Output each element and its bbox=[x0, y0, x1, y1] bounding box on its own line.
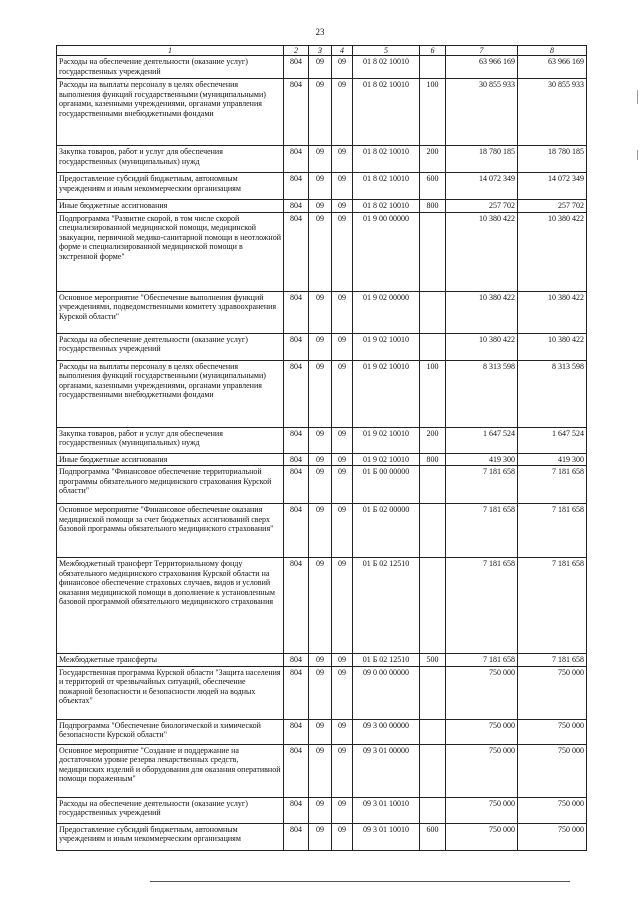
cell-subsection: 09 bbox=[332, 212, 353, 291]
cell-amount-7: 8 313 598 bbox=[446, 360, 518, 427]
cell-section: 09 bbox=[309, 719, 332, 744]
cell-target: 01 Б 02 12510 bbox=[353, 558, 420, 654]
cell-target: 01 8 02 10010 bbox=[353, 146, 420, 173]
cell-subsection: 09 bbox=[332, 79, 353, 146]
cell-amount-8: 63 966 169 bbox=[518, 56, 587, 79]
cell-target: 01 Б 02 12510 bbox=[353, 654, 420, 667]
scan-edge-mark bbox=[637, 150, 638, 160]
cell-amount-8: 8 313 598 bbox=[518, 360, 587, 427]
table-row bbox=[57, 654, 587, 667]
table-row bbox=[57, 146, 587, 173]
cell-expense-type bbox=[420, 504, 446, 558]
cell-subsection: 09 bbox=[332, 466, 353, 504]
table-row bbox=[57, 504, 587, 558]
cell-subsection: 09 bbox=[332, 427, 353, 453]
column-header: 5 bbox=[353, 46, 420, 56]
cell-ministry: 804 bbox=[284, 173, 309, 200]
cell-amount-8: 10 380 422 bbox=[518, 333, 587, 360]
cell-expense-type bbox=[420, 56, 446, 79]
cell-ministry: 804 bbox=[284, 427, 309, 453]
cell-ministry: 804 bbox=[284, 56, 309, 79]
cell-amount-8: 7 181 658 bbox=[518, 504, 587, 558]
cell-expense-type bbox=[420, 291, 446, 333]
cell-expense-type: 200 bbox=[420, 427, 446, 453]
cell-subsection: 09 bbox=[332, 200, 353, 213]
cell-amount-7: 18 780 185 bbox=[446, 146, 518, 173]
cell-target: 01 9 02 10010 bbox=[353, 427, 420, 453]
cell-section: 09 bbox=[309, 453, 332, 466]
cell-expense-type bbox=[420, 212, 446, 291]
table-row bbox=[57, 466, 587, 504]
cell-amount-8: 7 181 658 bbox=[518, 654, 587, 667]
cell-subsection: 09 bbox=[332, 558, 353, 654]
cell-target: 01 9 00 00000 bbox=[353, 212, 420, 291]
cell-target: 01 Б 02 00000 bbox=[353, 504, 420, 558]
cell-subsection: 09 bbox=[332, 666, 353, 719]
cell-ministry: 804 bbox=[284, 212, 309, 291]
cell-section: 09 bbox=[309, 744, 332, 797]
row-name: Межбюджетный трансферт Территориальному фонду обязательного медицинского страхования Курской области на финансовое обеспечение страховых случаев, видов и условий оказания медицинской помощи в дополнение к установленным базовой программой обязательного медицинского страхования bbox=[57, 558, 284, 654]
cell-amount-7: 10 380 422 bbox=[446, 291, 518, 333]
table-row bbox=[57, 666, 587, 719]
cell-expense-type: 200 bbox=[420, 146, 446, 173]
row-name: Предоставление субсидий бюджетным, автономным учреждениям и иным некоммерческим организациям bbox=[57, 823, 284, 850]
cell-ministry: 804 bbox=[284, 797, 309, 823]
cell-amount-8: 7 181 658 bbox=[518, 466, 587, 504]
cell-subsection: 09 bbox=[332, 453, 353, 466]
cell-section: 09 bbox=[309, 333, 332, 360]
cell-ministry: 804 bbox=[284, 719, 309, 744]
table-row bbox=[57, 360, 587, 427]
cell-amount-8: 10 380 422 bbox=[518, 291, 587, 333]
cell-expense-type bbox=[420, 466, 446, 504]
cell-amount-7: 14 072 349 bbox=[446, 173, 518, 200]
cell-section: 09 bbox=[309, 173, 332, 200]
column-header: 7 bbox=[446, 46, 518, 56]
column-header: 8 bbox=[518, 46, 587, 56]
cell-amount-8: 419 300 bbox=[518, 453, 587, 466]
cell-subsection: 09 bbox=[332, 146, 353, 173]
cell-target: 01 8 02 10010 bbox=[353, 200, 420, 213]
cell-subsection: 09 bbox=[332, 719, 353, 744]
cell-subsection: 09 bbox=[332, 744, 353, 797]
cell-amount-7: 750 000 bbox=[446, 666, 518, 719]
column-header: 4 bbox=[332, 46, 353, 56]
table-row bbox=[57, 333, 587, 360]
page-number: 23 bbox=[315, 27, 325, 37]
table-row bbox=[57, 427, 587, 453]
cell-target: 09 3 01 10010 bbox=[353, 797, 420, 823]
cell-amount-8: 14 072 349 bbox=[518, 173, 587, 200]
column-header: 2 bbox=[284, 46, 309, 56]
cell-section: 09 bbox=[309, 504, 332, 558]
row-name: Иные бюджетные ассигнования bbox=[57, 200, 284, 213]
cell-subsection: 09 bbox=[332, 654, 353, 667]
cell-subsection: 09 bbox=[332, 333, 353, 360]
cell-expense-type bbox=[420, 333, 446, 360]
cell-amount-7: 7 181 658 bbox=[446, 504, 518, 558]
cell-ministry: 804 bbox=[284, 79, 309, 146]
cell-amount-8: 750 000 bbox=[518, 744, 587, 797]
cell-expense-type: 800 bbox=[420, 453, 446, 466]
cell-ministry: 804 bbox=[284, 744, 309, 797]
table-row bbox=[57, 291, 587, 333]
cell-ministry: 804 bbox=[284, 453, 309, 466]
cell-section: 09 bbox=[309, 558, 332, 654]
table-row bbox=[57, 200, 587, 213]
cell-amount-7: 7 181 658 bbox=[446, 466, 518, 504]
cell-amount-7: 750 000 bbox=[446, 823, 518, 850]
cell-subsection: 09 bbox=[332, 504, 353, 558]
row-name: Расходы на выплаты персоналу в целях обеспечения выполнения функций государственными (муниципальными) органами, казенными учреждениями, органами управления государственными внебюджетными фондами bbox=[57, 360, 284, 427]
cell-section: 09 bbox=[309, 79, 332, 146]
row-name: Подпрограмма "Обеспечение биологической и химической безопасности Курской области" bbox=[57, 719, 284, 744]
cell-subsection: 09 bbox=[332, 797, 353, 823]
cell-ministry: 804 bbox=[284, 823, 309, 850]
cell-amount-8: 750 000 bbox=[518, 719, 587, 744]
cell-subsection: 09 bbox=[332, 173, 353, 200]
row-name: Основное мероприятие "Создание и поддержание на достаточном уровне резерва лекарственных средств, медицинских изделий и оборудования для оказания оперативной помощи пораженным" bbox=[57, 744, 284, 797]
cell-section: 09 bbox=[309, 427, 332, 453]
cell-section: 09 bbox=[309, 823, 332, 850]
cell-amount-7: 10 380 422 bbox=[446, 333, 518, 360]
cell-ministry: 804 bbox=[284, 200, 309, 213]
cell-amount-8: 750 000 bbox=[518, 797, 587, 823]
cell-amount-7: 1 647 524 bbox=[446, 427, 518, 453]
cell-amount-7: 750 000 bbox=[446, 719, 518, 744]
cell-section: 09 bbox=[309, 212, 332, 291]
cell-amount-7: 7 181 658 bbox=[446, 558, 518, 654]
row-name: Иные бюджетные ассигнования bbox=[57, 453, 284, 466]
cell-amount-7: 63 966 169 bbox=[446, 56, 518, 79]
cell-expense-type bbox=[420, 666, 446, 719]
cell-target: 01 9 02 10010 bbox=[353, 360, 420, 427]
cell-section: 09 bbox=[309, 291, 332, 333]
table-row bbox=[57, 56, 587, 79]
cell-expense-type: 500 bbox=[420, 654, 446, 667]
row-name: Основное мероприятие "Обеспечение выполнения функций учреждениями, подведомственными комитету здравоохранения Курской области" bbox=[57, 291, 284, 333]
cell-amount-8: 750 000 bbox=[518, 823, 587, 850]
column-header: 3 bbox=[309, 46, 332, 56]
column-header: 6 bbox=[420, 46, 446, 56]
table-row bbox=[57, 823, 587, 850]
cell-amount-8: 750 000 bbox=[518, 666, 587, 719]
cell-subsection: 09 bbox=[332, 291, 353, 333]
cell-ministry: 804 bbox=[284, 146, 309, 173]
cell-amount-8: 7 181 658 bbox=[518, 558, 587, 654]
row-name: Закупка товаров, работ и услуг для обеспечения государственных (муниципальных) нужд bbox=[57, 427, 284, 453]
cell-ministry: 804 bbox=[284, 666, 309, 719]
cell-target: 01 9 02 00000 bbox=[353, 291, 420, 333]
cell-expense-type bbox=[420, 719, 446, 744]
table-row bbox=[57, 212, 587, 291]
cell-expense-type: 800 bbox=[420, 200, 446, 213]
cell-amount-8: 1 647 524 bbox=[518, 427, 587, 453]
cell-expense-type bbox=[420, 797, 446, 823]
cell-section: 09 bbox=[309, 466, 332, 504]
cell-amount-8: 10 380 422 bbox=[518, 212, 587, 291]
table-row bbox=[57, 79, 587, 146]
row-name: Государственная программа Курской области "Защита населения и территорий от чрезвычайных ситуаций, обеспечение пожарной безопасности и безопасности людей на водных объектах" bbox=[57, 666, 284, 719]
cell-ministry: 804 bbox=[284, 291, 309, 333]
cell-subsection: 09 bbox=[332, 823, 353, 850]
row-name: Основное мероприятие "Финансовое обеспечение оказания медицинской помощи за счет бюджетных ассигнований сверх базовой программы обязательного медицинского страхования" bbox=[57, 504, 284, 558]
cell-amount-8: 18 780 185 bbox=[518, 146, 587, 173]
cell-section: 09 bbox=[309, 360, 332, 427]
cell-amount-7: 750 000 bbox=[446, 744, 518, 797]
cell-amount-7: 750 000 bbox=[446, 797, 518, 823]
cell-target: 01 Б 00 00000 bbox=[353, 466, 420, 504]
cell-expense-type: 600 bbox=[420, 823, 446, 850]
cell-ministry: 804 bbox=[284, 504, 309, 558]
cell-ministry: 804 bbox=[284, 333, 309, 360]
cell-amount-8: 257 702 bbox=[518, 200, 587, 213]
column-header: 1 bbox=[57, 46, 284, 56]
header-row bbox=[57, 46, 587, 56]
cell-amount-7: 419 300 bbox=[446, 453, 518, 466]
cell-section: 09 bbox=[309, 666, 332, 719]
cell-target: 01 9 02 10010 bbox=[353, 453, 420, 466]
cell-ministry: 804 bbox=[284, 654, 309, 667]
table-row bbox=[57, 453, 587, 466]
cell-expense-type: 100 bbox=[420, 360, 446, 427]
row-name: Межбюджетные трансферты bbox=[57, 654, 284, 667]
cell-section: 09 bbox=[309, 200, 332, 213]
cell-amount-7: 10 380 422 bbox=[446, 212, 518, 291]
scan-edge-mark bbox=[637, 90, 638, 104]
cell-expense-type: 100 bbox=[420, 79, 446, 146]
budget-table bbox=[56, 45, 587, 851]
cell-target: 01 8 02 10010 bbox=[353, 173, 420, 200]
cell-expense-type bbox=[420, 558, 446, 654]
row-name: Подпрограмма "Финансовое обеспечение территориальной программы обязательного медицинского страхования Курской области" bbox=[57, 466, 284, 504]
cell-ministry: 804 bbox=[284, 558, 309, 654]
table-row bbox=[57, 558, 587, 654]
cell-subsection: 09 bbox=[332, 56, 353, 79]
cell-amount-7: 30 855 933 bbox=[446, 79, 518, 146]
scan-bottom-line bbox=[150, 881, 570, 882]
row-name: Расходы на обеспечение деятельности (оказание услуг) государственных учреждений bbox=[57, 56, 284, 79]
row-name: Расходы на обеспечение деятельности (оказание услуг) государственных учреждений bbox=[57, 333, 284, 360]
cell-amount-7: 257 702 bbox=[446, 200, 518, 213]
cell-target: 09 3 00 00000 bbox=[353, 719, 420, 744]
row-name: Подпрограмма "Развитие скорой, в том числе скорой специализированной медицинской помощи, медицинской эвакуации, первичной медико-санитарной помощи в неотложной форме и специализированной медицинской помощи в экстренной форме" bbox=[57, 212, 284, 291]
table-row bbox=[57, 744, 587, 797]
cell-target: 09 3 01 10010 bbox=[353, 823, 420, 850]
cell-target: 01 9 02 10010 bbox=[353, 333, 420, 360]
cell-expense-type bbox=[420, 744, 446, 797]
cell-ministry: 804 bbox=[284, 360, 309, 427]
row-name: Расходы на обеспечение деятельности (оказание услуг) государственных учреждений bbox=[57, 797, 284, 823]
cell-section: 09 bbox=[309, 146, 332, 173]
row-name: Расходы на выплаты персоналу в целях обеспечения выполнения функций государственными (муниципальными) органами, казенными учреждениями, органами управления государственными внебюджетными фондами bbox=[57, 79, 284, 146]
row-name: Закупка товаров, работ и услуг для обеспечения государственных (муниципальных) нужд bbox=[57, 146, 284, 173]
table-row bbox=[57, 797, 587, 823]
row-name: Предоставление субсидий бюджетным, автономным учреждениям и иным некоммерческим организациям bbox=[57, 173, 284, 200]
cell-section: 09 bbox=[309, 797, 332, 823]
cell-section: 09 bbox=[309, 654, 332, 667]
cell-section: 09 bbox=[309, 56, 332, 79]
cell-expense-type: 600 bbox=[420, 173, 446, 200]
cell-amount-7: 7 181 658 bbox=[446, 654, 518, 667]
cell-target: 09 3 01 00000 bbox=[353, 744, 420, 797]
cell-subsection: 09 bbox=[332, 360, 353, 427]
table-row bbox=[57, 719, 587, 744]
cell-ministry: 804 bbox=[284, 466, 309, 504]
cell-target: 01 8 02 10010 bbox=[353, 56, 420, 79]
cell-amount-8: 30 855 933 bbox=[518, 79, 587, 146]
table-row bbox=[57, 173, 587, 200]
cell-target: 01 8 02 10010 bbox=[353, 79, 420, 146]
cell-target: 09 0 00 00000 bbox=[353, 666, 420, 719]
